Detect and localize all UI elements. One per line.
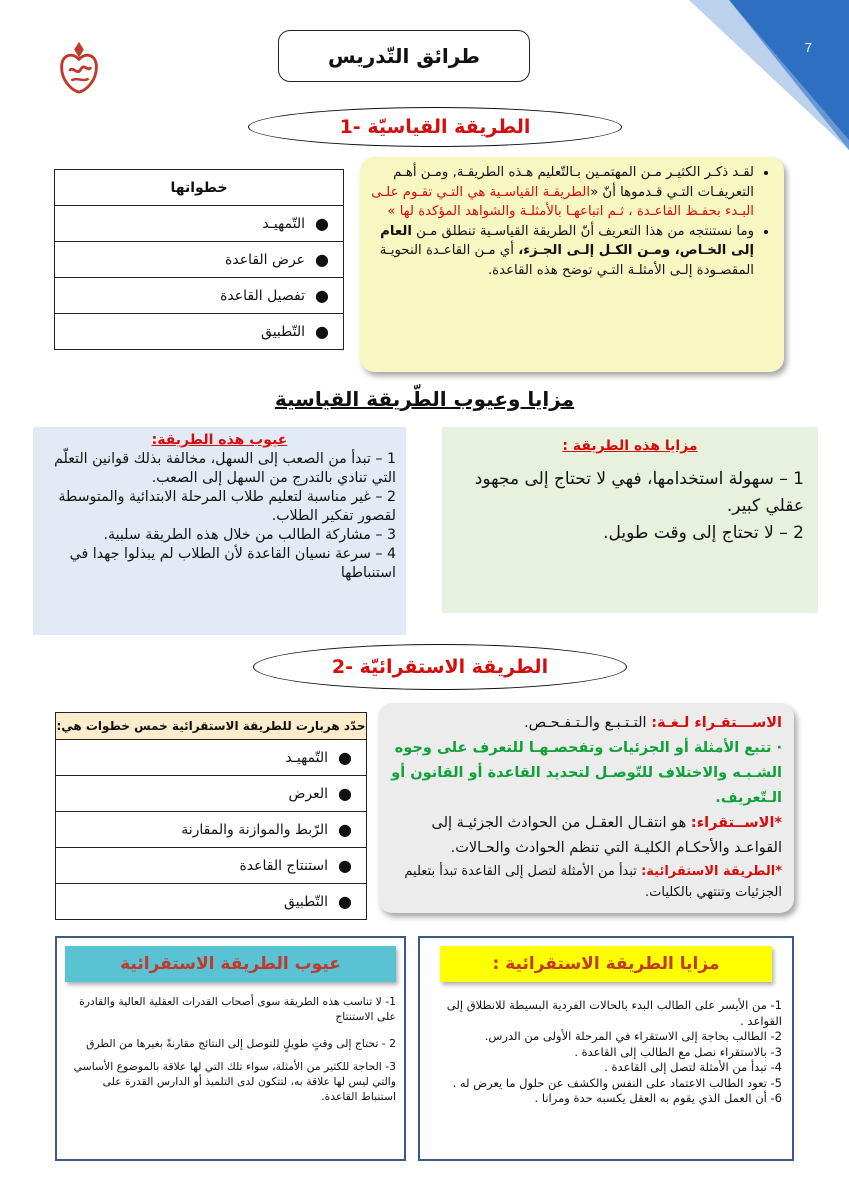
- step-item: [56, 776, 366, 812]
- bullet-icon: ●: [338, 748, 352, 767]
- section1-steps-table: [54, 169, 344, 350]
- bullet-icon: ●: [315, 214, 329, 233]
- cons1-panel: [33, 427, 406, 635]
- pros2-item: 2- الطالب بحاجة إلى الاستقراء في المرحلة الأولى من الدرس.: [484, 1029, 782, 1043]
- page-title: [278, 30, 530, 82]
- page-number: 7: [804, 40, 812, 55]
- step-text: التّمهيـد: [285, 749, 329, 766]
- cons2-item: 1- لا تناسب هذه الطريقة سوى أصحاب القدرات العقلية العالية والقادرة على الاستنتاج: [79, 995, 396, 1023]
- bullet-icon: ●: [338, 820, 352, 839]
- step-item: [56, 848, 366, 884]
- steps-header: حدّد هربارت للطريقة الاستقرائية خمس خطوات هي:: [56, 713, 366, 740]
- page-title-text: طرائق التّدريس: [327, 44, 480, 68]
- section2-line1: [390, 711, 782, 736]
- pros2-title: مزايا الطريقة الاستقرائية :: [440, 946, 772, 982]
- step-item: [56, 740, 366, 776]
- step-item: [55, 278, 343, 314]
- section1-heading: [248, 107, 622, 147]
- cons2-item: 2 - تحتاج إلى وقتٍ طويلٍ للتوصل إلى النتائج مقارنةً بغيرها من الطرق: [86, 1037, 396, 1050]
- section2-l1-label: الاســـتقـراء لـغـة:: [651, 715, 782, 731]
- section1-p2-bold: العام إلى الخـاص، ومـن الكـل إلـى الجـزء،: [380, 223, 754, 258]
- section2-definition-card: [378, 703, 794, 913]
- step-item: [55, 242, 343, 278]
- cons2-list: [65, 994, 396, 1104]
- section1-p1-highlight: الطريقـة القياسـية هي التـي تقـوم علـى البـدء بحفـظ القاعـدة ، ثـم اتباعهـا بالأمثلـة والشواهد المؤكدة لها »: [371, 184, 754, 219]
- pros2-item: 6- أن العمل الذي يقوم به العقل يكسبه حدة ومرانا .: [534, 1091, 782, 1105]
- section2-l4-label: *الطريقة الاستقرائية:: [641, 864, 782, 879]
- section2-l3-label: *الاســتقراء:: [690, 815, 782, 831]
- step-text: الرّبط والموازنة والمقارنة: [181, 821, 329, 838]
- calligraphy-logo-icon: [50, 38, 108, 96]
- cons1-item: 1 – تبدأ من الصعب إلى السهل، مخالفة بذلك قوانين التعلّم التي تنادي بالتدرج من السهل إلى الصعب.: [54, 451, 396, 486]
- cons1-title: عيوب هذه الطريقة:: [151, 432, 288, 448]
- section1-conclusion-item: [370, 222, 754, 281]
- page-corner-decoration: [689, 0, 849, 150]
- section2-l4-text: تبدأ من الأمثلة لتصل إلى القاعدة تبدأ بتعليم الجزئيات وتنتهي بالكليات.: [404, 864, 782, 900]
- pros1-panel: [442, 427, 818, 613]
- section2-line2: · تتبع الأمثلة أو الجزئيات وتفحصـهـا للتعرف على وجوه الشـبـه والاختلاف للتّوصـل لتحديد القاعدة أو القانون أو الـتّعريف.: [391, 740, 782, 806]
- section1-definition-card: [360, 157, 784, 372]
- pros-cons-heading: مزايا وعيوب الطّريقة القياسية: [274, 387, 575, 411]
- section1-definition-item: [370, 163, 754, 222]
- section2-line3: [390, 811, 782, 861]
- step-item: [55, 206, 343, 242]
- pros2-item: 4- تبدأ من الأمثلة لتصل إلى القاعدة .: [604, 1060, 782, 1074]
- bullet-icon: ●: [315, 250, 329, 269]
- bullet-icon: ●: [338, 784, 352, 803]
- step-text: التّطبيق: [284, 893, 329, 910]
- step-text: عرض القاعدة: [225, 251, 306, 268]
- step-text: العرض: [288, 785, 329, 802]
- step-text: التّمهيـد: [262, 215, 306, 232]
- pros1-item: 1 – سهولة استخدامها، فهي لا تحتاج إلى مجهود عقلي كبير.: [474, 469, 804, 516]
- pros1-title: مزايا هذه الطريقة :: [562, 438, 698, 454]
- section1-p2-tail: أي مـن القاعـدة النحويـة المقصـودة إلـى الأمثلـة التـي توضح هذه القاعدة.: [379, 243, 754, 278]
- step-item: [56, 812, 366, 848]
- step-text: تفصيل القاعدة: [220, 287, 306, 304]
- section2-l3-text: هو انتقـال العقـل من الحوادث الجزئيـة إلى القواعـد والأحكـام الكليـة التي تنظم الحوادث والحـالات.: [431, 815, 782, 856]
- cons2-title: عيوب الطريقة الاستقرائية: [65, 946, 396, 982]
- pros2-box: [418, 936, 794, 1161]
- pros2-item: 3- بالاستقراء نصل مع الطالب إلى القاعدة .: [574, 1044, 782, 1059]
- section2-steps-table: [55, 712, 367, 920]
- bullet-icon: ●: [338, 892, 352, 911]
- bullet-icon: ●: [315, 286, 329, 305]
- cons1-list: [43, 450, 396, 583]
- cons1-item: 2 – غير مناسبة لتعليم طلاب المرحلة الابتدائية والمتوسطة لقصور تفكير الطلاب.: [58, 489, 396, 524]
- bullet-icon: ●: [338, 856, 352, 875]
- cons1-item: 3 – مشاركة الطالب من خلال هذه الطريقة سلبية.: [103, 527, 396, 543]
- step-text: التّطبيق: [261, 323, 306, 340]
- step-item: [56, 884, 366, 919]
- pros2-item: 1- من الأيسر على الطالب البدء بالحالات الفردية البسيطة للانطلاق إلى القواعد .: [446, 998, 782, 1028]
- section2-heading: [253, 644, 627, 690]
- cons1-item: 4 – سرعة نسيان القاعدة لأن الطلاب لم يبذلوا جهدا في استنباطها: [69, 546, 396, 581]
- pros2-item: 5- تعود الطالب الاعتماد على النفس والكشف عن حلول ما يعرض له .: [452, 1075, 782, 1090]
- section2-l1-text: التـتـبـع والـتـفـحـص.: [524, 715, 652, 731]
- section1-p2-text: وما نستنتجه من هذا التعريف أنّ الطريقة القياسـية تنطلق مـن: [411, 223, 754, 239]
- section2-line4: [390, 861, 782, 903]
- cons2-box: [55, 936, 406, 1161]
- cons2-item: 3- الحاجة للكثير من الأمثلة، سواء تلك التي لها علاقة بالموضوع الأساسي والتي ليس لها علاقة به، لتتكون لدى التلميذ أو الدارس القدرة على استنباط القاعدة.: [73, 1060, 396, 1103]
- pros2-list: [430, 998, 782, 1107]
- steps-header: خطواتها: [55, 170, 343, 206]
- bullet-icon: ●: [315, 322, 329, 341]
- step-item: [55, 314, 343, 349]
- pros1-item: 2 – لا تحتاج إلى وقت طويل.: [603, 523, 804, 543]
- pros1-list: [456, 466, 804, 547]
- section1-p1-text: لقـد ذكـر الكثيـر مـن المهتمـين بـالتّعليم هـذه الطريقـة, ومـن أهـم التعريفـات التـي قـدموها أنّ «: [393, 165, 754, 200]
- section2-heading-text: 2- الطريقة الاستقرائيّة: [331, 656, 549, 678]
- step-text: استنتاج القاعدة: [239, 857, 329, 874]
- section1-heading-text: 1- الطريقة القياسيّة: [339, 116, 531, 138]
